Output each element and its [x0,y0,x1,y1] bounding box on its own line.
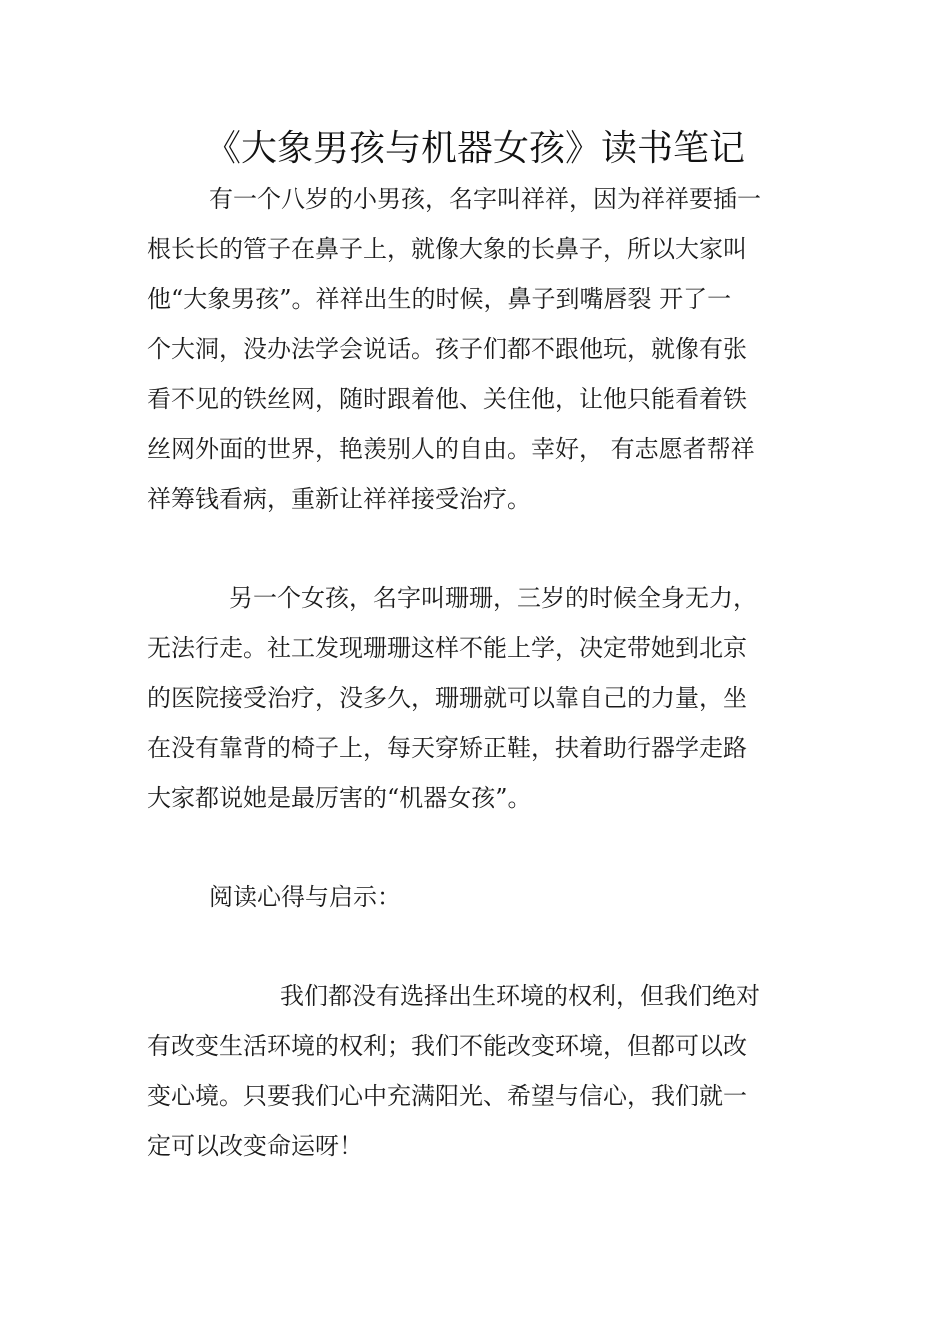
paragraph-line: 他“大象男孩”。祥祥出生的时候，鼻子到嘴唇裂 开了一 [147,285,732,313]
paragraph-reflection [147,971,807,1171]
paragraph-line: 有一个八岁的小男孩，名字叫祥祥，因为祥祥要插一 [209,185,761,213]
paragraph-line: 丝网外面的世界，艳羡别人的自由。幸好， 有志愿者帮祥 [147,435,755,463]
paragraph-line: 另一个女孩，名字叫珊珊，三岁的时候全身无力， [229,584,757,612]
paragraph-line: 个大洞，没办法学会说话。孩子们都不跟他玩，就像有张 [147,335,747,363]
paragraph-elephant-boy [147,174,807,524]
paragraph-line: 有改变生活环境的权利；我们不能改变环境，但都可以改 [147,1032,747,1060]
paragraph-line: 祥筹钱看病，重新让祥祥接受治疗。 [147,485,531,513]
paragraph-robot-girl [147,573,807,823]
paragraph-line: 根长长的管子在鼻子上，就像大象的长鼻子，所以大家叫 [147,235,747,263]
reflection-heading [147,872,807,922]
paragraph-line: 在没有靠背的椅子上，每天穿矫正鞋，扶着助行器学走路 [147,734,747,762]
paragraph-line: 大家都说她是最厉害的“机器女孩”。 [147,784,532,812]
document-title: 《大象男孩与机器女孩》读书笔记 [204,128,745,169]
paragraph-line: 我们都没有选择出生环境的权利，但我们绝对 [280,982,760,1010]
heading-line: 阅读心得与启示： [209,883,401,911]
paragraph-line: 看不见的铁丝网，随时跟着他、关住他，让他只能看着铁 [147,385,747,413]
paragraph-line: 定可以改变命运呀！ [147,1132,363,1160]
paragraph-line: 变心境。只要我们心中充满阳光、希望与信心，我们就一 [147,1082,747,1110]
paragraph-line: 的医院接受治疗，没多久，珊珊就可以靠自己的力量，坐 [147,684,747,712]
paragraph-line: 无法行走。社工发现珊珊这样不能上学，决定带她到北京 [147,634,747,662]
